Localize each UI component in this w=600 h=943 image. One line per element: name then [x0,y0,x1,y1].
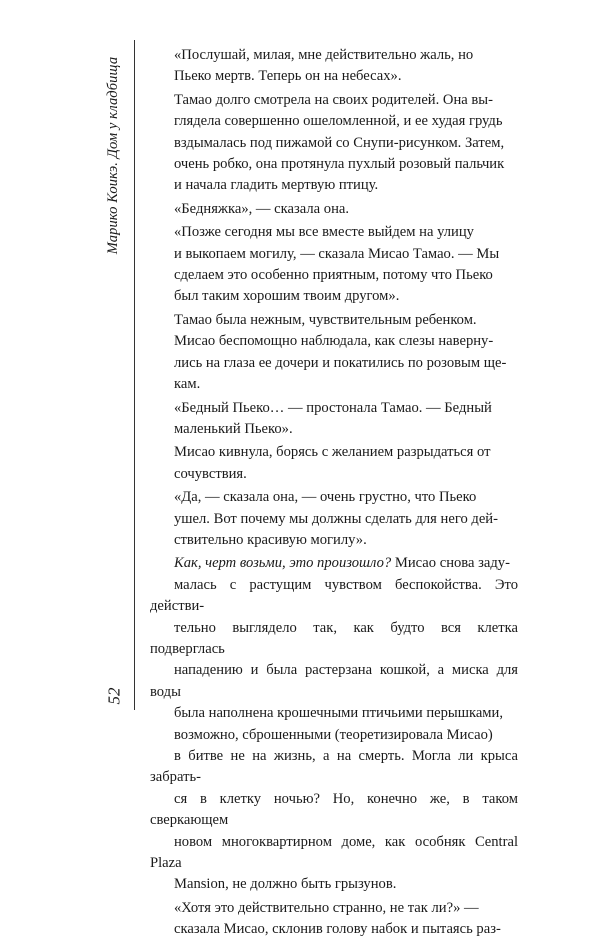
text-line: тельно выглядело так, как будто вся клетка подверглась [150,619,518,657]
text-line: Мисао кивнула, борясь с желанием разрыдаться от [174,444,491,461]
text-line: сочувствия. [174,465,247,482]
text-line [150,553,518,574]
text-line: и выкопаем могилу, — сказала Мисао Тамао. — Мы [174,245,500,262]
paragraph [150,487,518,551]
text-line: «Бедный Пьеко… — простонала Тамао. — Бедный [174,399,492,416]
text-line: «Хотя это действительно странно, не так ли?» — [174,899,479,916]
text-line: Пьеко мертв. Теперь он на небесах». [174,68,402,85]
text-line: глядела совершенно ошеломленной, и ее худая грудь [174,113,503,130]
text-line: был таким хорошим твоим другом». [174,288,400,305]
paragraph [150,222,518,308]
paragraph [150,442,518,485]
text-line: новом многоквартирном доме, как особняк Central Plaza [150,833,518,872]
text-line: «Позже сегодня мы все вместе выйдем на улицу [174,224,474,241]
running-head [100,45,128,265]
text-line: ствительно красивую могилу». [174,531,367,548]
text-line: в битве не на жизнь, а на смерть. Могла ли крыса забрать- [150,748,518,786]
vertical-rule [134,40,135,710]
text-line: была наполнена крошечными птичьими перышками, [174,705,504,722]
text-line: ся в клетку ночью? Но, конечно же, в таком сверкающем [150,790,518,829]
text-line: сделаем это особенно приятным, потому что Пьеко [174,267,493,284]
paragraph [150,310,518,396]
text-line: возможно, сброшенными (теоретизировала Мисао) [174,726,493,743]
text-line: «Да, — сказала она, — очень грустно, что Пьеко [174,489,477,506]
page-number [96,684,132,708]
text-line: и начала гладить мертвую птицу. [174,177,379,194]
text-fragment: Мисао снова заду- [391,555,510,572]
text-line: лись на глаза ее дочери и покатились по розовым ще- [174,354,507,371]
text-line: Тамао была нежным, чувствительным ребенком. [174,311,477,328]
paragraph [150,199,518,220]
text-line: маленький Пьеко». [174,420,293,437]
text-line: кам. [174,376,201,393]
paragraph [150,553,518,896]
text-line: Тамао долго смотрела на своих родителей. Она вы- [174,91,493,108]
paragraph [150,90,518,197]
text-line: ушел. Вот почему мы должны сделать для него дей- [174,510,498,527]
running-head-text: Марико Коикэ. Дом у кладбища [105,56,122,254]
text-line: сказала Мисао, склонив голову набок и пытаясь раз- [174,921,501,938]
text-line: малась с растущим чувством беспокойства. Это действи- [150,576,518,615]
body-text [150,45,518,943]
page-number-text: 52 [104,687,123,705]
text-line: «Послушай, милая, мне действительно жаль, но [174,47,474,63]
text-line: вздымалась под пижамой со Снупи-рисунком. Затем, [174,134,505,151]
italic-phrase: Как, черт возьми, это произошло? [174,555,392,572]
text-line: Mansion, не должно быть грызунов. [174,876,397,893]
text-line: очень робко, она протянула пухлый розовый пальчик [174,156,505,173]
paragraph [150,398,518,441]
paragraph [150,898,518,941]
text-line: нападению и была растерзана кошкой, а миска для воды [150,662,518,700]
paragraph [150,45,518,88]
text-line: Мисао беспомощно наблюдала, как слезы навернy- [174,333,494,350]
text-line: «Бедняжка», — сказала она. [174,200,350,217]
